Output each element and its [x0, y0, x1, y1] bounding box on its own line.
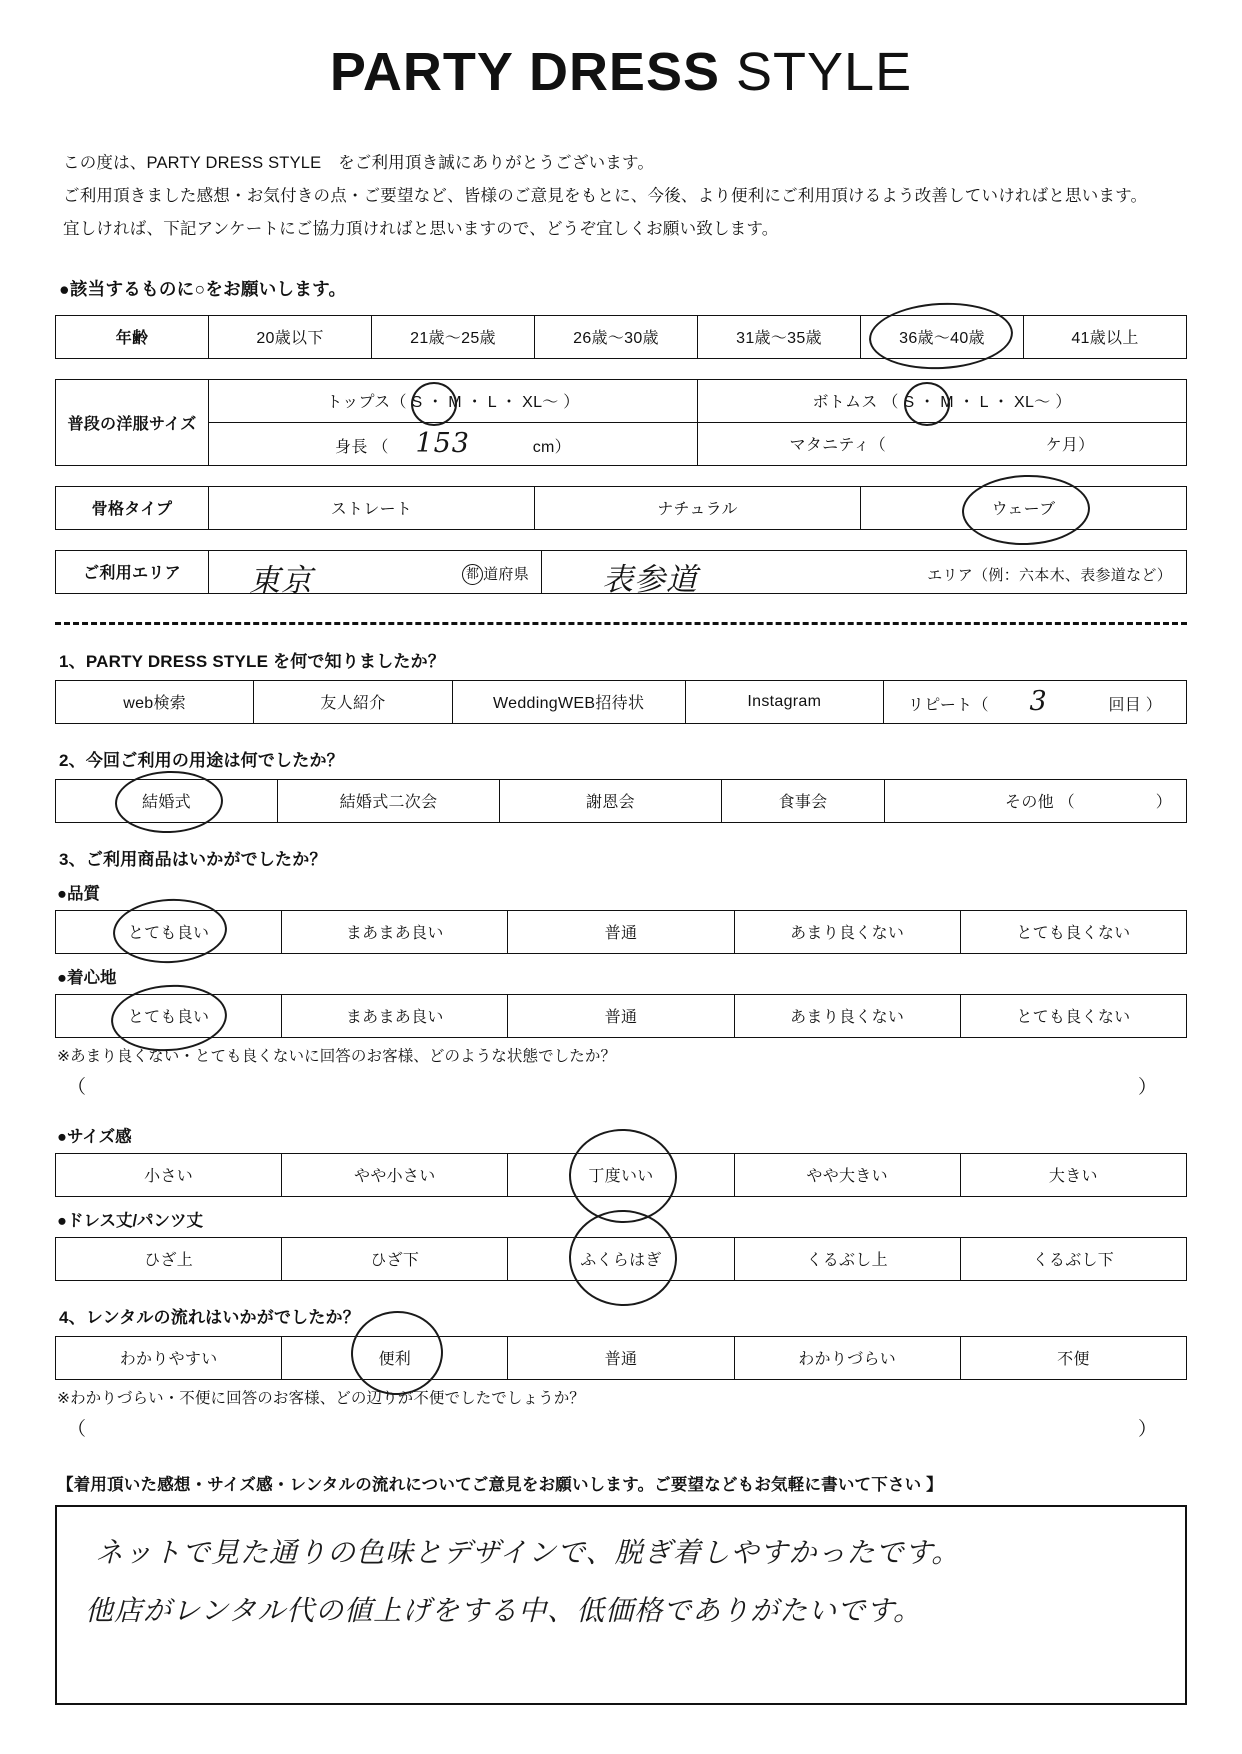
q3-comfort-option-very-good[interactable] [56, 994, 282, 1037]
q3-fit-option-large[interactable]: 大きい [960, 1153, 1186, 1196]
age-option-36-40-label: 36歳〜40歳 [899, 330, 985, 348]
skeleton-option-wave-label: ウェーブ [991, 501, 1056, 519]
q3-comfort-option-ok-good[interactable]: まあまあ良い [282, 994, 508, 1037]
bottoms-size-cell[interactable] [698, 379, 1187, 422]
q1-option-weddingweb[interactable]: WeddingWEB招待状 [452, 680, 685, 723]
q3-quality-label: ●品質 [57, 884, 100, 903]
q2-option-afterparty[interactable]: 結婚式二次会 [278, 779, 500, 822]
age-row-header: 年齢 [56, 315, 209, 358]
prefecture-circled-char: 都 [462, 564, 483, 585]
age-option-21-25[interactable]: 21歳〜25歳 [372, 315, 535, 358]
table-row [56, 1237, 1187, 1280]
q4-option-normal[interactable]: 普通 [508, 1336, 734, 1379]
q2-other-label: その他 （ [1005, 794, 1075, 812]
q2-option-other[interactable] [885, 779, 1187, 822]
table-row [56, 1153, 1187, 1196]
age-option-26-30[interactable]: 26歳〜30歳 [535, 315, 698, 358]
table-row [56, 379, 1187, 422]
prefecture-label [462, 563, 529, 586]
prefecture-cell[interactable] [209, 550, 542, 599]
skeleton-option-natural[interactable]: ナチュラル [535, 486, 861, 529]
table-row [56, 422, 1187, 465]
prefecture-label-rest: 道府県 [483, 565, 529, 583]
area-table [55, 550, 1187, 599]
comments-box[interactable] [55, 1505, 1187, 1705]
q3-comfort-note-open: （ [67, 1076, 87, 1098]
question-3-title: 3、ご利用商品はいかがでしたか？ [59, 849, 327, 869]
q1-repeat-label-post: 回目 ） [1108, 697, 1163, 715]
q4-option-convenient-label: 便利 [378, 1351, 412, 1369]
comments-handwritten-line-2: 他店がレンタル代の値上げをする中、低価格でありがたいです。 [85, 1593, 922, 1627]
q3-length-option-above-knee[interactable]: ひざ上 [56, 1237, 282, 1280]
q3-fit-option-just-right[interactable] [508, 1153, 734, 1196]
q3-fit-table [55, 1153, 1187, 1197]
q2-option-wedding[interactable] [56, 779, 278, 822]
height-label: 身長 （ [335, 439, 389, 457]
q3-length-option-calf[interactable] [508, 1237, 734, 1280]
area-hint: エリア（例：六本木、表参道など） [927, 566, 1172, 584]
section-divider [55, 622, 1187, 625]
q1-option-instagram[interactable]: Instagram [685, 680, 883, 723]
skeleton-option-straight[interactable]: ストレート [209, 486, 535, 529]
intro-line-2: ご利用頂きました感想・お気付きの点・ご要望など、皆様のご意見をもとに、今後、より便利にご利用頂けるよう改善していければと思います。 [63, 186, 1148, 205]
q4-note-close: ） [1137, 1418, 1157, 1440]
tops-size-label: トップス（ S ・ M ・ L ・ XL〜 ） [326, 394, 580, 412]
question-1-title: 1、PARTY DRESS STYLE を何で知りましたか？ [59, 651, 446, 671]
prefecture-value-handwritten: 東京 [249, 562, 313, 599]
intro-line-3: 宜しければ、下記アンケートにご協力頂ければと思いますので、どうぞ宜しくお願い致します。 [63, 219, 779, 238]
q3-quality-option-very-bad[interactable]: とても良くない [960, 910, 1186, 953]
q2-table [55, 779, 1187, 823]
q4-option-hard[interactable]: わかりづらい [734, 1336, 960, 1379]
comments-header: 【着用頂いた感想・サイズ感・レンタルの流れについてご意見をお願いします。ご要望などもお気軽に書いて下さい 】 [57, 1475, 943, 1494]
height-cell[interactable] [209, 422, 698, 465]
q3-quality-option-normal[interactable]: 普通 [508, 910, 734, 953]
q4-option-inconvenient[interactable]: 不便 [960, 1336, 1186, 1379]
q1-repeat-value-handwritten: 3 [1029, 686, 1048, 718]
q3-comfort-label: ●着心地 [57, 968, 117, 987]
q1-option-repeat[interactable] [884, 680, 1187, 723]
table-row [56, 1336, 1187, 1379]
page-title-bold: PARTY DRESS [329, 42, 720, 102]
clothing-size-row-header: 普段の洋服サイズ [56, 379, 209, 465]
tops-size-cell[interactable] [209, 379, 698, 422]
question-2-title: 2、今回ご利用の用途は何でしたか？ [59, 750, 344, 770]
table-row [56, 486, 1187, 529]
skeleton-row-header: 骨格タイプ [56, 486, 209, 529]
table-row [56, 680, 1187, 723]
height-value-handwritten: 153 [415, 428, 470, 460]
page-title-light: STYLE [736, 42, 913, 102]
q3-comfort-option-not-good[interactable]: あまり良くない [734, 994, 960, 1037]
q2-other-close: ） [1155, 794, 1172, 812]
q3-length-option-below-ankle[interactable]: くるぶし下 [960, 1237, 1186, 1280]
q3-length-option-calf-label: ふくらはぎ [580, 1252, 662, 1270]
skeleton-type-table [55, 486, 1187, 530]
instruction-line: ●該当するものに○をお願いします。 [59, 278, 347, 299]
bottoms-size-label: ボトムス （ S ・ M ・ L ・ XL〜 ） [812, 394, 1072, 412]
q4-option-convenient[interactable] [282, 1336, 508, 1379]
q3-quality-option-not-good[interactable]: あまり良くない [734, 910, 960, 953]
age-option-31-35[interactable]: 31歳〜35歳 [698, 315, 861, 358]
area-value-handwritten: 表参道 [602, 561, 698, 598]
q3-fit-option-slightly-large[interactable]: やや大きい [734, 1153, 960, 1196]
q3-comfort-note: ※あまり良くない・とても良くないに回答のお客様、どのような状態でしたか？ [57, 1047, 617, 1065]
intro-line-1: この度は、PARTY DRESS STYLE をご利用頂き誠にありがとうございます。 [63, 153, 655, 172]
table-row [56, 910, 1187, 953]
table-row [56, 315, 1187, 358]
q3-comfort-note-close: ） [1137, 1076, 1157, 1098]
age-option-20under[interactable]: 20歳以下 [209, 315, 372, 358]
page-title [55, 44, 1187, 101]
maternity-label: マタニティ（ [789, 437, 887, 455]
age-option-41over[interactable]: 41歳以上 [1024, 315, 1187, 358]
q3-length-label: ●ドレス丈/パンツ丈 [57, 1211, 204, 1230]
q3-comfort-option-very-good-label: とても良い [127, 1009, 210, 1027]
q3-comfort-option-very-bad[interactable]: とても良くない [960, 994, 1186, 1037]
table-row [56, 550, 1187, 593]
q2-option-dinner[interactable]: 食事会 [722, 779, 885, 822]
comments-handwritten-line-1: ネットで見た通りの色味とデザインで、脱ぎ着しやすかったです。 [95, 1535, 961, 1569]
q2-option-wedding-label: 結婚式 [142, 794, 191, 812]
maternity-unit: ケ月） [1045, 437, 1095, 455]
q2-option-thanksgiving[interactable]: 謝恩会 [500, 779, 722, 822]
age-table [55, 315, 1187, 359]
skeleton-option-wave[interactable] [861, 486, 1187, 529]
page-header [55, 0, 1187, 131]
area-row-header: ご利用エリア [56, 550, 209, 593]
age-option-36-40[interactable] [861, 315, 1024, 358]
q1-option-friend[interactable]: 友人紹介 [254, 680, 452, 723]
q4-table [55, 1336, 1187, 1380]
height-unit: cm） [532, 439, 571, 457]
maternity-cell[interactable] [698, 422, 1187, 465]
q4-option-easy[interactable]: わかりやすい [56, 1336, 282, 1379]
q1-option-web[interactable]: web検索 [56, 680, 254, 723]
q4-note-input[interactable] [67, 1414, 1157, 1441]
clothing-size-table [55, 379, 1187, 466]
q3-quality-option-very-good-label: とても良い [127, 925, 210, 943]
q3-comfort-note-input[interactable] [67, 1072, 1157, 1099]
q3-quality-table [55, 910, 1187, 954]
question-4-title: 4、レンタルの流れはいかがでしたか？ [59, 1307, 360, 1327]
q3-fit-option-slightly-small[interactable]: やや小さい [282, 1153, 508, 1196]
q3-length-option-below-knee[interactable]: ひざ下 [282, 1237, 508, 1280]
table-row [56, 779, 1187, 822]
q3-length-option-above-ankle[interactable]: くるぶし上 [734, 1237, 960, 1280]
q4-note: ※わかりづらい・不便に回答のお客様、どの辺りが不便でしたでしょうか？ [57, 1389, 585, 1407]
q4-note-open: （ [67, 1418, 87, 1440]
q3-fit-label: ●サイズ感 [57, 1127, 132, 1146]
q1-table [55, 680, 1187, 724]
area-name-cell[interactable] [542, 550, 1187, 598]
table-row [56, 994, 1187, 1037]
q3-length-table [55, 1237, 1187, 1281]
q3-comfort-table [55, 994, 1187, 1038]
intro-paragraph [63, 147, 1187, 246]
q3-quality-option-very-good[interactable] [56, 910, 282, 953]
q1-repeat-label: リピート（ [907, 697, 989, 715]
q3-fit-option-just-right-label: 丁度いい [588, 1168, 654, 1186]
q3-fit-option-small[interactable]: 小さい [56, 1153, 282, 1196]
q3-quality-option-ok-good[interactable]: まあまあ良い [282, 910, 508, 953]
q3-comfort-option-normal[interactable]: 普通 [508, 994, 734, 1037]
